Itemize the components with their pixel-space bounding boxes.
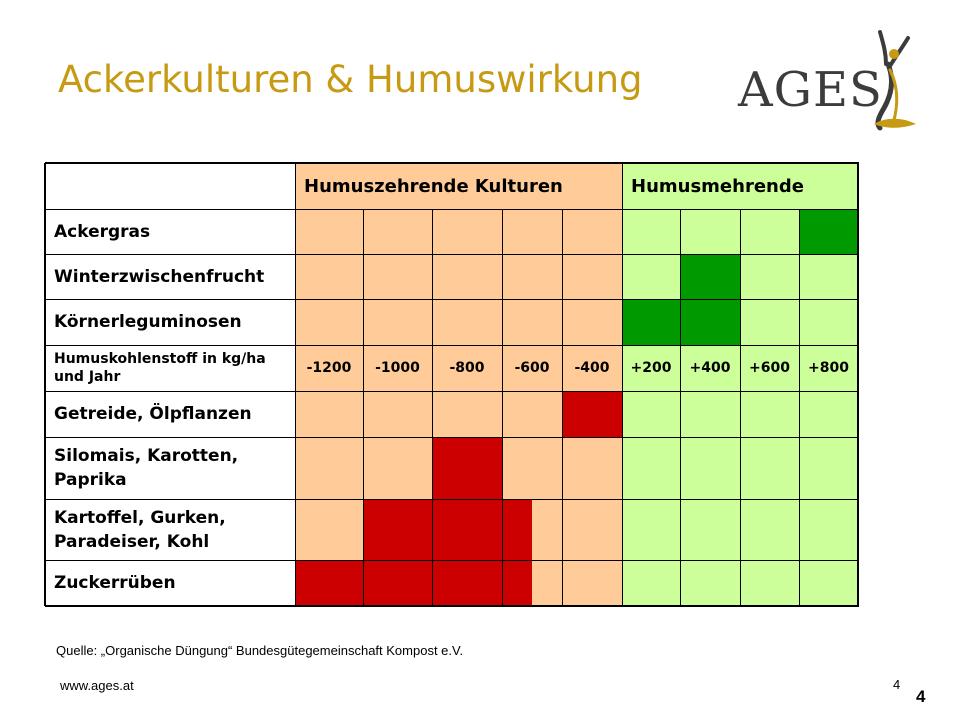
grid-line: [45, 345, 859, 346]
grid-cell: [799, 254, 858, 299]
footer-url: www.ages.at: [60, 678, 134, 693]
grid-cell: [799, 299, 858, 345]
grid-cell: [680, 499, 740, 560]
value-cell: +200: [630, 360, 672, 376]
grid-cell: [562, 560, 622, 606]
grid-cell: [363, 391, 432, 437]
grid-cell: [740, 391, 799, 437]
grid-line: [45, 391, 859, 392]
row-label: Zuckerrüben: [54, 573, 176, 593]
value-cell: -400: [574, 360, 610, 376]
grid-line: [363, 209, 364, 606]
grid-line: [622, 163, 623, 606]
grid-cell: [432, 391, 502, 437]
grid-line: [45, 209, 859, 210]
humus-effect-bar: [799, 209, 858, 254]
grid-cell: [562, 437, 622, 499]
grid-cell: [680, 437, 740, 499]
humus-effect-bar: [680, 254, 740, 299]
grid-cell: [680, 209, 740, 254]
grid-cell: [432, 299, 502, 345]
header-humusmehrende: Humusmehrende: [631, 175, 804, 197]
slide-number: 4: [916, 687, 926, 706]
value-cell: +600: [749, 360, 790, 376]
grid-cell: [740, 560, 799, 606]
grid-cell: [562, 209, 622, 254]
grid-cell: [740, 209, 799, 254]
grid-cell: [295, 391, 363, 437]
grid-cell: [432, 254, 502, 299]
grid-line: [45, 605, 859, 607]
grid-cell: [622, 254, 680, 299]
grid-cell: [799, 437, 858, 499]
grid-cell: [740, 437, 799, 499]
grid-cell: [502, 254, 562, 299]
grid-cell: [502, 391, 562, 437]
row-label-humuskohlenstoff: Humuskohlenstoff in kg/ha und Jahr: [54, 351, 266, 385]
row-label: Winterzwischenfrucht: [54, 266, 265, 287]
grid-line: [44, 163, 46, 606]
humus-effect-bar: [562, 391, 622, 437]
value-cell: -1200: [306, 360, 352, 376]
grid-cell: [622, 437, 680, 499]
grid-cell: [363, 209, 432, 254]
logo-wordmark: AGES: [738, 62, 883, 118]
grid-cell: [622, 560, 680, 606]
grid-cell: [295, 437, 363, 499]
value-cell: +800: [808, 360, 849, 376]
grid-line: [432, 209, 433, 606]
grid-line: [799, 209, 800, 606]
grid-line: [45, 254, 859, 255]
grid-line: [45, 499, 859, 500]
humus-effect-bar: [432, 437, 502, 499]
grid-cell: [799, 391, 858, 437]
grid-cell: [562, 499, 622, 560]
grid-cell: [622, 499, 680, 560]
grid-cell: [799, 560, 858, 606]
grid-cell: [740, 299, 799, 345]
grid-cell: [295, 254, 363, 299]
grid-line: [562, 209, 563, 606]
grid-cell: [295, 299, 363, 345]
value-cell: +400: [689, 360, 731, 376]
grid-line: [45, 162, 859, 164]
slide-title: Ackerkulturen & Humuswirkung: [58, 58, 643, 101]
grid-cell: [363, 299, 432, 345]
grid-cell: [363, 437, 432, 499]
grid-cell: [680, 560, 740, 606]
grid-line: [295, 163, 296, 606]
grid-line: [45, 437, 859, 438]
humus-effect-bar: [295, 560, 532, 606]
row-label: Ackergras: [54, 221, 151, 242]
humus-effect-bar: [622, 299, 740, 345]
row-label: Getreide, Ölpflanzen: [54, 404, 252, 424]
row-label: Körnerleguminosen: [54, 312, 242, 332]
grid-cell: [740, 499, 799, 560]
grid-cell: [363, 254, 432, 299]
grid-line: [45, 299, 859, 300]
footer-page-number: 4: [893, 677, 901, 692]
grid-cell: [295, 209, 363, 254]
source-note: Quelle: „Organische Düngung“ Bundesgütegemeinschaft Kompost e.V.: [56, 643, 464, 658]
header-humuszehrende: Humuszehrende Kulturen: [304, 175, 563, 197]
grid-line: [502, 209, 503, 606]
grid-cell: [295, 499, 363, 560]
value-cell: -600: [514, 360, 550, 376]
grid-line: [45, 560, 859, 561]
grid-line: [680, 209, 681, 606]
grid-cell: [622, 209, 680, 254]
grid-cell: [502, 209, 562, 254]
value-cell: -800: [449, 360, 485, 376]
grid-cell: [432, 209, 502, 254]
grid-line: [740, 209, 741, 606]
grid-cell: [562, 254, 622, 299]
row-label: Silomais, Karotten, Paprika: [54, 446, 239, 490]
grid-cell: [502, 299, 562, 345]
grid-line: [857, 163, 859, 606]
grid-cell: [680, 391, 740, 437]
humus-effect-bar: [363, 499, 532, 560]
row-label: Kartoffel, Gurken, Paradeiser, Kohl: [54, 507, 226, 552]
grid-cell: [799, 499, 858, 560]
grid-cell: [740, 254, 799, 299]
grid-cell: [622, 391, 680, 437]
grid-cell: [562, 299, 622, 345]
value-cell: -1000: [375, 360, 420, 376]
grid-cell: [502, 437, 562, 499]
